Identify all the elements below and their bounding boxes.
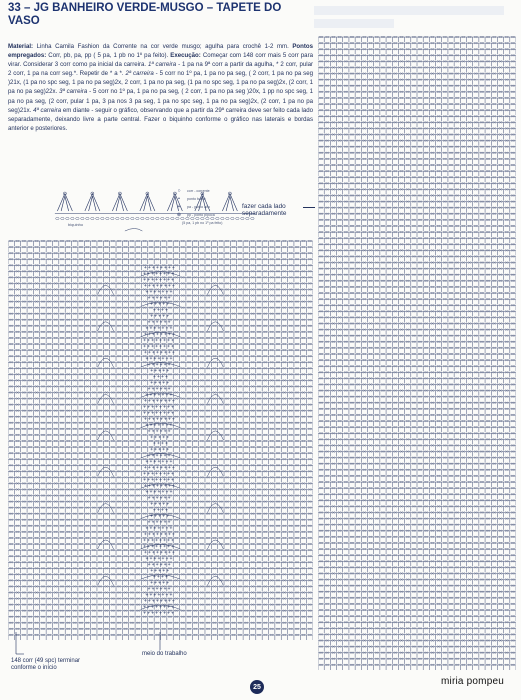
legend-row-popcorn <box>174 211 244 219</box>
grid-pattern <box>318 36 516 670</box>
separate-side-arrow <box>303 207 315 208</box>
page-number: 25 <box>250 680 264 694</box>
row2-text: - 5 corr no 1º pa, 1 pa no pa seg, ( 2 corr, 1 pa no pa seg )21x, (1 pa no spc seg, 1 pa no pa seg)2x, 2 corr, 1 pa no pa seg, (1 pa no spc seg, 1 pa no pa seg)2x, (2 corr, 1 pa no pa seg)22x. <box>8 70 313 95</box>
biquinho-label: biquinho <box>68 222 83 227</box>
row3-text: - 5 corr no 1º pa, 1 pa no pa seg, ( 2 corr, 1 pa no pa seg )20x, 1 pp no spc seg, 1 pa no pa seg, (2 corr, pular 1 pa, 3 pa nos 3 pa seg, 1 pa no spc seg, 1 pa no pa seg)2x, (2 corr, 1 pa no pa seg)21x. <box>8 88 313 113</box>
legend-row-chain <box>174 187 244 195</box>
material-text: Linha Camila Fashion da Corrente na cor verde musgo; agulha para crochê 1-2 mm. <box>33 43 292 50</box>
stitches-text: Corr, pb, pa, pp ( 5 pa, 1 pb no 1º pa feito). <box>46 52 170 59</box>
stitch-legend <box>174 187 244 219</box>
legend-row-sc <box>174 195 244 203</box>
row1-text: - 1 pa na 9ª corr a partir da agulha, * 2 corr, pular 2 corr, 1 pa na corr seg.*. Repetir de * a *. <box>8 61 313 77</box>
material-label: Material: <box>8 43 33 50</box>
legend-label: ponto baixo <box>187 197 206 201</box>
legend-label: corr - corrente <box>187 189 210 193</box>
legend-label: pa - ponto alto <box>187 205 210 209</box>
bleed-through-decor <box>314 3 514 31</box>
row1-label: 1ª carreira <box>148 61 176 68</box>
execution-text: Começar com 148 corr mais 5 corr para virar. Considerar 3 corr como pa inicial da carreira. <box>8 52 313 68</box>
side-crochet-chart <box>318 36 516 670</box>
grid-pattern <box>8 240 313 640</box>
brand-name: miria pompeu <box>441 676 504 687</box>
row2-label: 2ª carreira <box>126 70 154 77</box>
stitches-label: Pontos empregados: <box>8 43 313 59</box>
instructions-text <box>8 42 313 133</box>
row4-label: 4ª carreira <box>33 107 61 114</box>
legend-label: pp - ponto pipoca <box>187 213 215 217</box>
sc-symbol: • <box>174 196 184 202</box>
main-crochet-chart <box>8 240 313 640</box>
chain-symbol: ○ <box>174 188 184 194</box>
row4-text: em diante - seguir o gráfico, observando que a partir da 29ª carreira deve ser feito cada lado separadamente, deixando livre a parte central. Fazer o biquinho conforme o gráfico nas laterais e bordas anterior e posteriores. <box>8 107 313 132</box>
start-chain-label: 148 corr (49 spc) terminar conforme o início <box>11 658 81 672</box>
legend-row-dc <box>174 203 244 211</box>
legend-note: (5 pa, 1 pb no 1º pa feito) <box>182 221 252 226</box>
execution-label: Execução: <box>170 52 200 59</box>
middle-label: meio do trabalho <box>142 651 192 658</box>
separate-side-note: fazer cada lado separadamente <box>242 203 316 217</box>
page-title: 33 – JG BANHEIRO VERDE-MUSGO – TAPETE DO VASO <box>8 2 313 27</box>
popcorn-symbol: ⊕ <box>174 212 184 218</box>
dc-symbol: + <box>174 204 184 210</box>
bleed-through-title <box>314 3 514 34</box>
row3-label: 3ª carreira <box>59 88 87 95</box>
